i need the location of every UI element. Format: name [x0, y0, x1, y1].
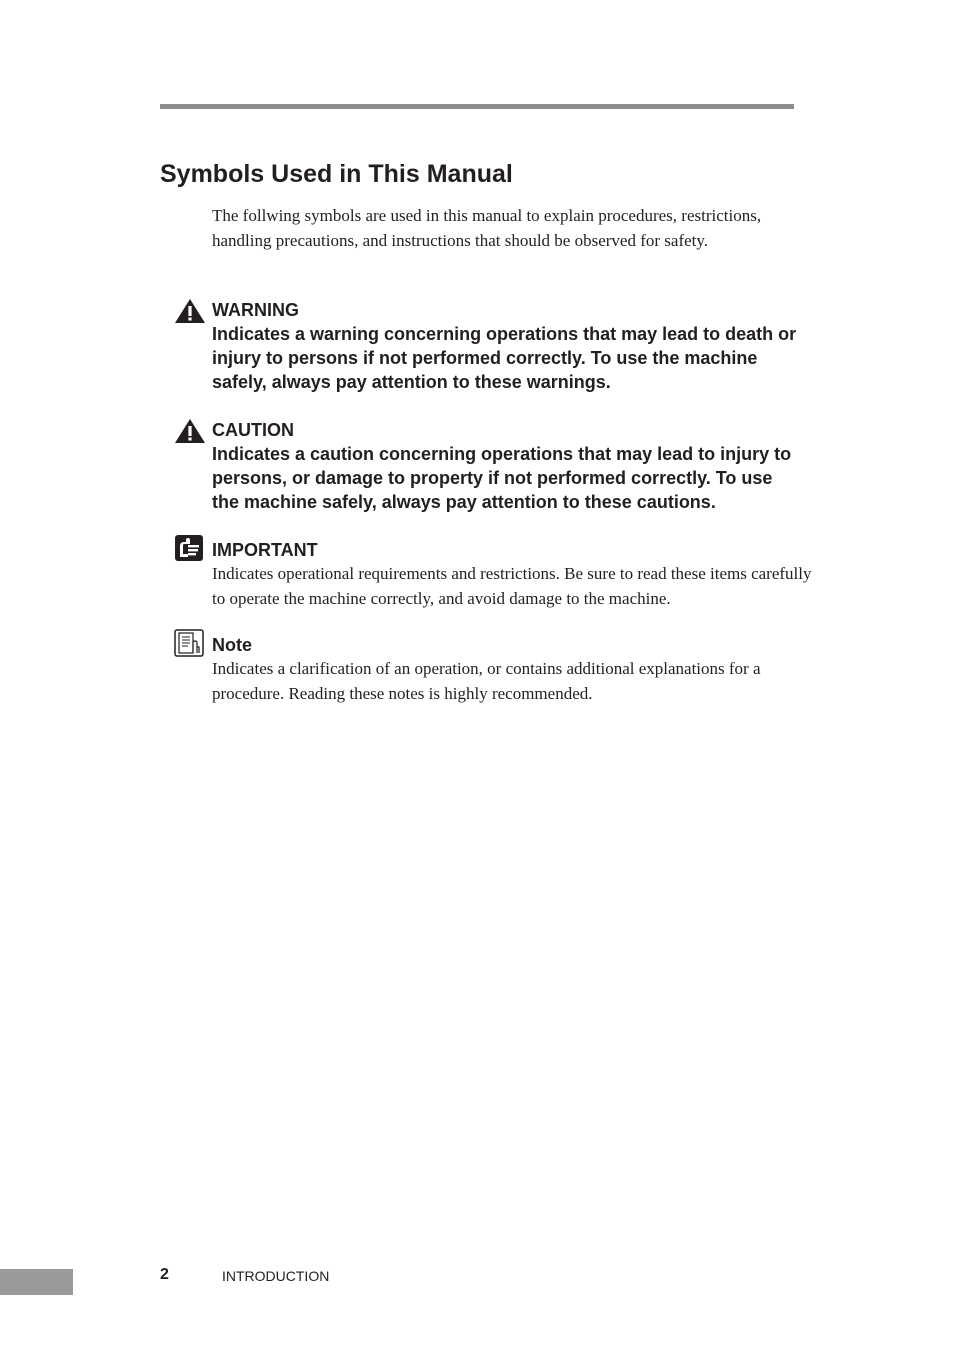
- top-rule: [160, 104, 794, 109]
- caution-text: Indicates a caution concerning operations that may lead to injury to persons, or damage to property if not performed correctly. To use the machine safely, always pay attention to these cautions.: [212, 444, 792, 512]
- note-text: Indicates a clarification of an operation, or contains additional explanations for a procedure. Reading these notes is highly recommended.: [212, 659, 761, 703]
- footer-tab: [0, 1269, 73, 1295]
- note-document-icon: [174, 629, 206, 659]
- caution-heading: CAUTION: [212, 420, 294, 440]
- important-text: Indicates operational requirements and restrictions. Be sure to read these items carefully to operate the machine correctly, and avoid damage to the machine.: [212, 564, 812, 608]
- warning-text: Indicates a warning concerning operations that may lead to death or injury to persons if not performed correctly. To use the machine safely, always pay attention to these warnings.: [212, 324, 797, 392]
- page-number: 2: [160, 1266, 169, 1283]
- important-hand-icon: [174, 534, 206, 564]
- caution-triangle-icon: [174, 418, 206, 448]
- important-heading: IMPORTANT: [212, 540, 318, 560]
- intro-paragraph: The follwing symbols are used in this manual to explain procedures, restrictions, handling precautions, and instructions that should be observed for safety.: [212, 206, 762, 250]
- warning-triangle-icon: [174, 298, 206, 328]
- page-title: Symbols Used in This Manual: [160, 160, 513, 188]
- warning-heading: WARNING: [212, 300, 299, 320]
- footer-section-label: INTRODUCTION: [222, 1268, 330, 1284]
- note-heading: Note: [212, 635, 252, 655]
